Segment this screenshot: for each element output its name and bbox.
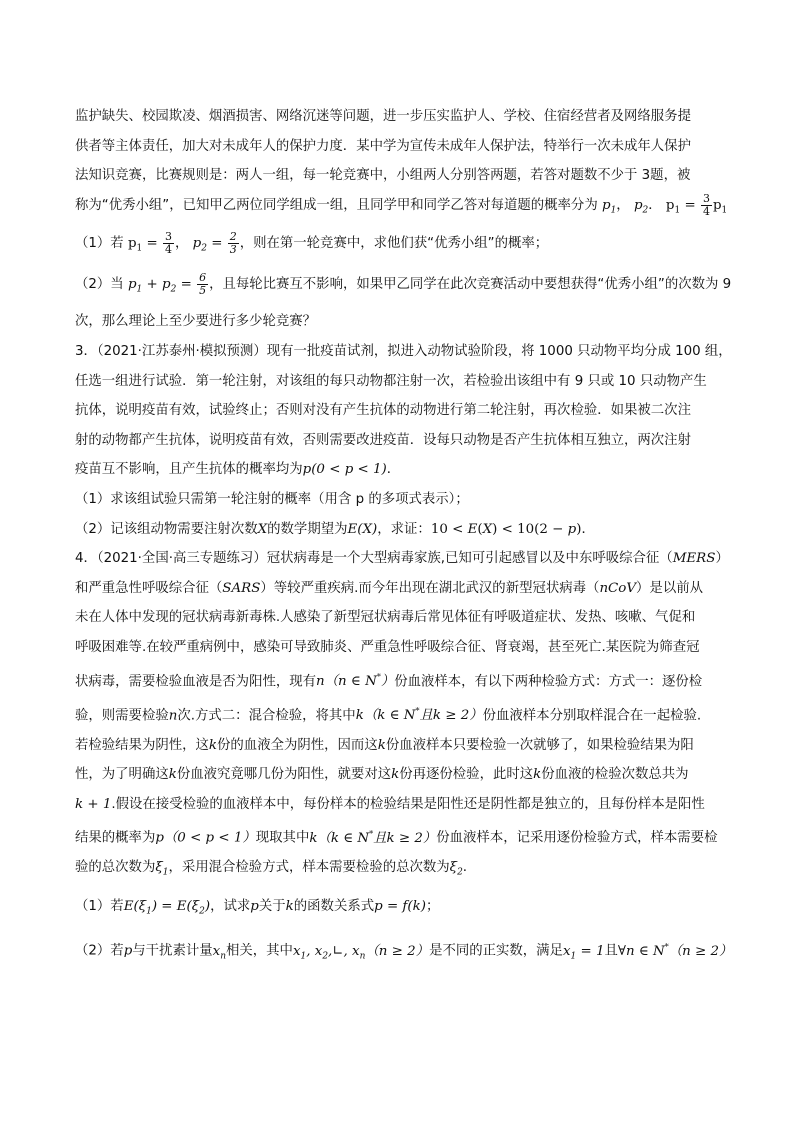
formula-k-condition-b: k（k ∈ N*且k ≥ 2）: [309, 829, 437, 846]
question-1-prefix: （1）若: [75, 236, 124, 252]
problem-4-line-7: [75, 731, 725, 761]
problem-3-q2-a: （2）记该组动物需要注射次数: [75, 521, 258, 537]
problem-4-line-3: 未在人体中发现的冠状病毒新毒株.人感染了新型冠状病毒后常见体征有呼吸道症状、发热、咳嗽、气促和: [75, 610, 696, 626]
problem-2-question-2: [75, 267, 732, 308]
problem-4-q1-d: 的函数关系式: [293, 898, 375, 914]
formula-p2-value: $p_2$ = $\frac{2}{3}$: [192, 230, 237, 257]
formula-expectation-equal: $E(\xi_1) = E(\xi_2)$: [123, 898, 211, 917]
question-1-text: ，则在第一轮竞赛中，求他们获“优秀小组”的概率；: [239, 236, 549, 252]
problem-3-q2-c: ，求证：: [377, 521, 431, 537]
formula-x-sequence: $x_1$, $x_2,∟$, $x_n(n \ge 2)$: [292, 943, 430, 962]
problem-2-line-4-text: 称为“优秀小组”，已知甲乙两位同学组成一组，且同学甲和同学乙答对每道题的概率分为: [75, 197, 598, 213]
problem-4-line-11: [75, 853, 725, 888]
problem-4-q2-c: 相关，其中: [225, 943, 293, 959]
problem-4-line-8-b: 份血液究竟哪几份为阳性，就要对这: [176, 767, 392, 783]
formula-sars: SARS: [222, 580, 261, 596]
formula-xi1: $\xi_1$: [155, 860, 169, 879]
formula-p-range: p(0 < p < 1): [302, 462, 387, 478]
formula-p1-relation: $p_1$ = $\frac{3}{4}$ $p_1$: [665, 191, 728, 218]
problem-4-line-6: [75, 697, 725, 731]
problem-4-line-6-b: 次.方式二：混合检验，将其中: [177, 708, 356, 724]
problem-4-line-4: 呼吸困难等.在较严重病例中，感染可导致肺炎、严重急性呼吸综合征、肾衰竭，甚至死亡.某医院为筛查冠: [75, 639, 700, 655]
document-body: [75, 102, 733, 975]
problem-4-line-7-a: 若检验结果为阴性，这: [75, 737, 209, 753]
problem-4-line-1: [75, 544, 729, 574]
problem-2-line-2: 供者等主体责任，加大对未成年人的保护力度．某中学为宣传未成年人保护法，特举行一次未成年人保护: [75, 138, 691, 154]
formula-p-b: p: [123, 943, 133, 959]
formula-p-condition: p（0 < p < 1）: [155, 830, 256, 846]
formula-xn: $x_n$: [212, 943, 226, 962]
formula-k-b: k: [377, 737, 386, 753]
fraction-3-4: $\frac{3}{4}$: [702, 191, 710, 218]
problem-3-line-2: 任选一组进行试验．第一轮注射，对该组的每只动物都注射一次，若检验出该组中有 9 只或 10 只动物产生: [75, 373, 707, 389]
formula-n-in-n: n（n ∈ N*）: [316, 672, 395, 689]
problem-2-line-1: 监护缺失、校园欺凌、烟酒损害、网络沉迷等问题，进一步压实监护人、学校、住宿经营者及网络服务提: [75, 109, 691, 124]
problem-4-line-11-a: 验的总次数为: [75, 860, 156, 876]
formula-xi2: $\xi_2$: [449, 860, 463, 879]
problem-2-line-3: 法知识竞赛，比赛规则是：两人一组，每一轮竞赛中，小组两人分别答两题，若答对题数不少于 3题，被: [75, 168, 691, 184]
problem-4-line-1-text: 4．（2021·全国·高三专题练习）冠状病毒是一个大型病毒家族,已知可引起感冒以及中东呼吸综合征（: [75, 551, 673, 567]
formula-p1-value: $p_1$ = $\frac{3}{4}$: [127, 230, 173, 257]
problem-4-line-8-d: 份血液的检验次数总共为: [541, 767, 689, 783]
formula-k-condition: k（k ∈ N*且k ≥ 2）: [355, 706, 483, 724]
formula-p-fk: p = f(k): [374, 898, 426, 914]
problem-4-line-2: [75, 574, 725, 604]
formula-ex: E(X): [347, 521, 378, 537]
problem-4-q1-e: ；: [425, 898, 440, 914]
formula-x1-equals-1: $x_1 = 1$: [562, 943, 605, 962]
problem-4-line-8-c: 份再逐份检验，此时这: [399, 767, 534, 783]
formula-p: p: [250, 898, 259, 914]
problem-4-line-7-b: 份的血液全为阴性，因而这: [217, 737, 378, 753]
formula-ncov: nCoV: [599, 580, 637, 596]
problem-4-line-11-b: ，采用混合检验方式，样本需要检验的总次数为: [168, 860, 450, 876]
problem-4-line-8-a: 性，为了明确这: [75, 767, 169, 783]
problem-4-line-5: [75, 663, 725, 697]
formula-k-a: k: [208, 737, 218, 753]
problem-4-line-1-close: ）: [715, 551, 729, 567]
problem-3-q2-d: ．: [581, 521, 595, 537]
formula-p2: $p_2$: [633, 197, 649, 216]
problem-2-question-1: （1）若 $p_1$ = $\frac{3}{4}$ ， $p_2$ = $\frac{2}{3}$ ，则在第一轮竞赛中，求他们获“优秀小组”的概率；: [75, 230, 549, 257]
problem-4-line-11-c: .: [462, 860, 468, 876]
problem-4-line-6-a: 验，则需要检验: [75, 708, 169, 724]
problem-4-q2-d: 是不同的正实数，满足: [429, 943, 563, 959]
formula-inequality: 10 < E(X) < 10(2 − p): [430, 521, 582, 537]
question-2-prefix: （2）当: [75, 276, 124, 292]
formula-k-plus-1: k + 1: [75, 796, 112, 812]
formula-p1-plus-p2: $p_1 + p_2$ = $\frac{6}{5}$: [127, 270, 207, 297]
problem-3-line-4: 射的动物都产生抗体，说明疫苗有效，否则需要改进疫苗．设每只动物是否产生抗体相互独立，两次注射: [75, 432, 691, 448]
problem-4-line-10-a: 结果的概率为: [75, 830, 156, 846]
fraction-3-4-b: $\frac{3}{4}$: [165, 230, 173, 257]
formula-k-d: k: [391, 767, 400, 783]
formula-p1: $p_1$: [601, 197, 617, 216]
formula-n: n: [168, 708, 178, 724]
problem-4-question-2: [75, 929, 733, 974]
problem-4-question-1: [75, 889, 725, 930]
formula-forall-n: ∀n ∈ N*（n ≥ 2）: [617, 942, 733, 959]
problem-4-q1-c: 关于: [258, 898, 286, 914]
problem-4-q2-b: 与干扰素计量: [132, 943, 213, 959]
problem-4-q1-a: （1）若: [75, 898, 124, 914]
fraction-6-5: $\frac{6}{5}$: [199, 270, 207, 297]
fraction-2-3: $\frac{2}{3}$: [229, 230, 237, 257]
problem-4-line-5-a: 状病毒，需要检验血液是否为阳性，现有: [75, 673, 317, 689]
problem-4-q2-e: 且: [604, 943, 618, 959]
problem-3-q2-b: 的数学期望为: [267, 521, 348, 537]
problem-2-line-7: 次，那么理论上至少要进行多少轮竞赛？: [75, 314, 317, 330]
problem-4-line-2-c: ）是以前从: [636, 580, 703, 596]
problem-4-line-9: [75, 790, 725, 820]
problem-4-line-10-b: 现取其中: [255, 830, 310, 846]
formula-k-e: k: [533, 767, 542, 783]
problem-3-question-2: [75, 515, 725, 545]
formula-k-c: k: [168, 767, 177, 783]
problem-4-q2-a: （2）若: [75, 943, 124, 959]
problem-4-line-10: [75, 819, 725, 853]
problem-3-line-3: 抗体，说明疫苗有效，试验终止；否则对没有产生抗体的动物进行第二轮注射，再次检验．如果被二次注: [75, 403, 691, 419]
problem-2-line-4-punct: ．: [648, 197, 662, 213]
problem-4-line-8: [75, 760, 725, 790]
problem-3-line-1: 3．（2021·江苏泰州·模拟预测）现有一批疫苗试剂，拟进入动物试验阶段，将 1000 只动物平均分成 100 组，: [75, 343, 732, 359]
formula-x: X: [257, 521, 268, 537]
problem-4-line-7-c: 份血液样本只要检验一次就够了，如果检验结果为阳: [385, 737, 694, 753]
problem-3-line-5-punct: ．: [386, 462, 401, 478]
problem-3-line-5-text: 疫苗互不影响，且产生抗体的概率均为: [75, 462, 303, 478]
problem-4-line-5-b: 份血液样本，有以下两种检验方式：方式一：逐份检: [394, 673, 703, 689]
problem-4-q1-b: ，试求: [210, 898, 251, 914]
problem-4-line-10-c: 份血液样本，记采用逐份检验方式，样本需要检: [436, 830, 718, 846]
problem-3-question-1: （1）求该组试验只需第一轮注射的概率（用含 p 的多项式表示）；: [75, 491, 469, 507]
formula-mers: MERS: [672, 551, 716, 567]
formula-k: k: [285, 898, 294, 914]
problem-2-line-4: 称为“优秀小组”，已知甲乙两位同学组成一组，且同学甲和同学乙答对每道题的概率分为 $p_1$， $p_2$． $p_1$ = $\frac{3}{4}$ $p_1$: [75, 191, 728, 218]
problem-4-line-9-b: .假设在接受检验的血液样本中，每份样本的检验结果是阳性还是阴性都是独立的，且每份样本是阳性: [111, 796, 705, 812]
problem-3-line-5: [75, 455, 725, 485]
problem-4-line-2-a: 和严重急性呼吸综合征（: [75, 580, 223, 596]
question-2-text: ，且每轮比赛互不影响，如果甲乙同学在此次竞赛活动中要想获得“优秀小组”的次数为 9: [209, 276, 732, 292]
problem-4-line-6-c: 份血液样本分别取样混合在一起检验.: [482, 708, 702, 724]
problem-4-line-2-b: ）等较严重疾病.而今年出现在湖北武汉的新型冠状病毒（: [260, 580, 600, 596]
